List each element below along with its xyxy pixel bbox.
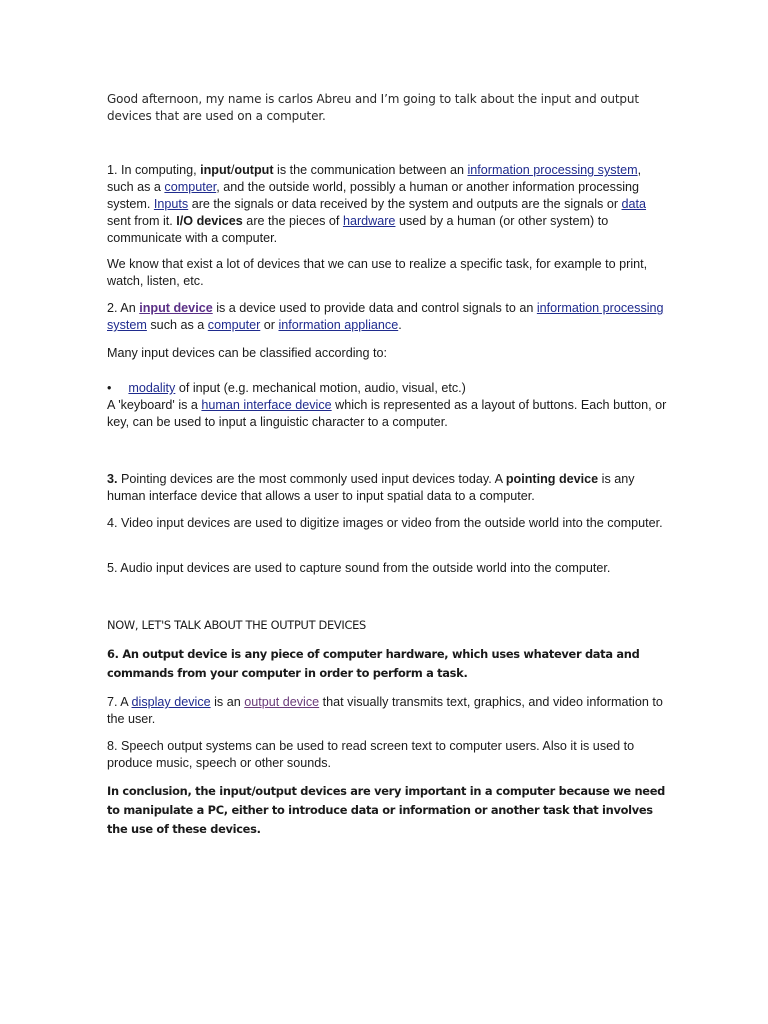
heading-output-devices: NOW, LET'S TALK ABOUT THE OUTPUT DEVICES xyxy=(107,618,366,632)
text-run: of input (e.g. mechanical motion, audio, visual, etc.) xyxy=(175,381,466,395)
text-run: 2. An xyxy=(107,301,140,315)
link-display-device[interactable]: display device xyxy=(131,695,211,709)
link-modality[interactable]: modality xyxy=(128,381,176,395)
text-run: or xyxy=(260,318,279,332)
bold-number: 3. xyxy=(107,472,118,486)
paragraph-7-display-device xyxy=(107,694,667,728)
text-run: . xyxy=(398,318,402,332)
text-run: , and the outside world, possibly a human or another information processing system. xyxy=(107,180,640,211)
paragraph-keyboard xyxy=(107,397,667,431)
text-run: / xyxy=(230,163,235,177)
text-run: , such as a xyxy=(107,163,642,194)
text-run: A 'keyboard' is a xyxy=(107,398,202,412)
text-run: Pointing devices are the most commonly used input devices today. A xyxy=(117,472,506,486)
text-run: is the communication between an xyxy=(273,163,468,177)
text-run: are the pieces of xyxy=(242,214,343,228)
bold-io-devices: I/O devices xyxy=(176,214,243,228)
paragraph-devices-tasks: We know that exist a lot of devices that we can use to realize a specific task, for example to print, watch, listen, etc. xyxy=(107,257,648,288)
paragraph-3-pointing-devices xyxy=(107,471,667,505)
paragraph-conclusion: In conclusion, the input/output devices are very important in a computer because we need to manipulate a PC, either to introduce data or information or another task that involves the use of these devices. xyxy=(107,784,665,836)
paragraph-2-input-device xyxy=(107,300,667,334)
text-run: are the signals or data received by the system and outputs are the signals or xyxy=(188,197,622,211)
link-information-processing-system[interactable]: information processing system xyxy=(467,163,638,177)
text-run: used by a human (or other system) to communicate with a computer. xyxy=(107,214,609,245)
link-input-device[interactable]: input device xyxy=(139,301,213,315)
link-inputs[interactable]: Inputs xyxy=(153,197,189,211)
bold-input: input xyxy=(200,163,231,177)
text-run: is any human interface device that allows a user to input spatial data to a computer. xyxy=(107,472,635,503)
paragraph-8-speech-output: 8. Speech output systems can be used to read screen text to computer users. Also it is used to produce music, speech or other sounds. xyxy=(107,739,635,770)
link-computer-2[interactable]: computer xyxy=(207,318,261,332)
link-computer[interactable]: computer xyxy=(164,180,217,194)
text-run: that visually transmits text, graphics, and video information to the user. xyxy=(107,695,663,726)
intro-paragraph: Good afternoon, my name is carlos Abreu and I’m going to talk about the input and output devices that are used on a computer. xyxy=(107,92,639,123)
text-run: which is represented as a layout of buttons. Each button, or key, can be used to input a linguistic character to a computer. xyxy=(107,398,667,429)
paragraph-6-output-device: 6. An output device is any piece of computer hardware, which uses whatever data and commands from your computer in order to perform a task. xyxy=(107,647,640,680)
paragraph-5-audio-input: 5. Audio input devices are used to capture sound from the outside world into the computer. xyxy=(107,561,611,575)
link-information-processing-system-2[interactable]: information processing system xyxy=(107,301,664,332)
text-run: 1. In computing, xyxy=(107,163,201,177)
link-information-appliance[interactable]: information appliance xyxy=(278,318,399,332)
text-run: sent from it. xyxy=(107,214,177,228)
paragraph-4-video-input: 4. Video input devices are used to digitize images or video from the outside world into the computer. xyxy=(107,516,663,530)
bold-pointing-device: pointing device xyxy=(505,472,599,486)
text-run: is an xyxy=(210,695,245,709)
bold-output: output xyxy=(234,163,274,177)
text-run: such as a xyxy=(146,318,208,332)
text-run: 7. A xyxy=(107,695,132,709)
bullet-mark: • xyxy=(107,381,112,395)
link-output-device[interactable]: output device xyxy=(244,695,320,709)
link-data[interactable]: data xyxy=(621,197,647,211)
bullet-list-item xyxy=(107,380,466,397)
link-hardware[interactable]: hardware xyxy=(342,214,396,228)
link-human-interface-device[interactable]: human interface device xyxy=(201,398,332,412)
paragraph-classification: Many input devices can be classified according to: xyxy=(107,346,388,360)
paragraph-1-io-definition xyxy=(107,162,667,247)
text-run: is a device used to provide data and control signals to an xyxy=(212,301,537,315)
